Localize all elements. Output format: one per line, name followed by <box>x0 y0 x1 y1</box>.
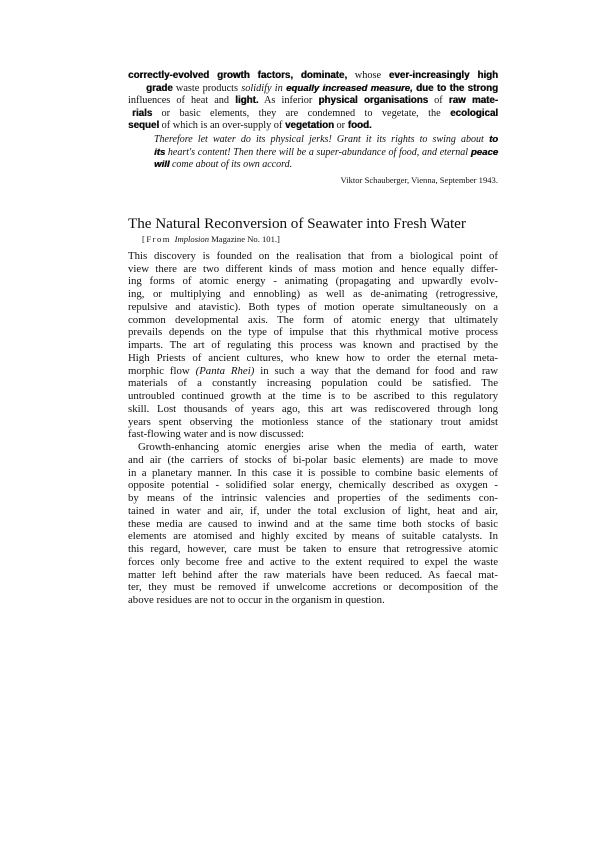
paragraph-line: these media are caused to inwind and at the same time both stocks of basic <box>128 517 498 530</box>
text: of which is an over-supply of <box>159 120 285 132</box>
bold-italic-text: equally increased measure, <box>286 82 413 94</box>
bold-text: ever-increasingly high <box>388 70 499 81</box>
intro-line <box>128 120 498 133</box>
text: waste products <box>172 82 242 94</box>
paragraph-1 <box>128 250 498 365</box>
paragraph-line: common developmental axis. The form of atomic energy that ultimately <box>128 313 498 326</box>
bold-italic-text: peace <box>470 146 498 158</box>
bold-text: raw mate- <box>448 95 498 107</box>
bold-text: food. <box>347 120 372 132</box>
paragraph-1-continued <box>128 377 498 441</box>
paragraph-line <box>128 365 498 378</box>
bold-text: rials <box>132 107 153 119</box>
paragraph-line: ter, they must be removed if unwelcome accretions or decomposition of the <box>128 581 498 594</box>
paragraph-line: materials of a constantly increasing population could be satisfied. The <box>128 377 498 390</box>
paragraph-line: matter left behind after the raw materials have been reduced. As faecal mat- <box>128 568 498 581</box>
article-body <box>128 250 498 607</box>
text: whose <box>347 70 389 81</box>
text: morphic flow <box>128 364 196 377</box>
signature: Viktor Schauberger, Vienna, September 1943. <box>340 174 498 185</box>
paragraph-line: tained in water and air, if, under the total exclusion of light, heat and air, <box>128 504 498 517</box>
text: As inferior <box>258 95 319 107</box>
paragraph-line: Growth-enhancing atomic energies arise when the media of earth, water <box>138 441 498 453</box>
bold-text: sequel <box>128 120 160 132</box>
paragraph-line: view there are two different kinds of mass motion and hence equally differ- <box>128 262 498 275</box>
intro-line <box>128 95 498 108</box>
paragraph-line: ing forms of atomic energy - animating (propagating and upwardly evolv- <box>128 275 498 288</box>
bold-italic-text: will <box>154 159 170 171</box>
bold-italic-text: its <box>154 146 166 158</box>
paragraph-line: forces only become free and active to the extent required to expel the waste <box>128 555 498 568</box>
paragraph-line: This discovery is founded on the realisation that from a biological point of <box>128 249 498 262</box>
text: in such a way that the demand for food and raw <box>254 364 499 377</box>
bold-text: correctly-evolved growth factors, dominate, <box>128 70 348 81</box>
quote-line <box>154 147 498 160</box>
paragraph-line: skill. Lost thousands of years ago, this art was rediscovered through long <box>128 402 498 415</box>
quote-line <box>154 134 498 147</box>
paragraph-line: above residues are not to occur in the organism in question. <box>128 594 385 606</box>
quote-block <box>128 134 498 172</box>
source-magazine: Implosion <box>174 233 210 244</box>
intro-paragraph <box>128 70 498 133</box>
paragraph-line: prevails depends on the type of impulse that this rhythmical motive process <box>128 326 498 339</box>
source-suffix: Magazine No. 101.] <box>209 233 280 244</box>
paragraph-line: High Priests of ancient cultures, who knew how to order the eternal meta- <box>128 351 498 364</box>
bold-text: physical organisations <box>318 95 429 107</box>
bold-text: grade <box>146 82 173 94</box>
italic-text: Therefore let water do its physical jerks! Grant it its rights to swing about <box>154 133 489 145</box>
paragraph-line: untroubled continued growth at the time is to be ascribed to this regulatory <box>128 390 498 402</box>
paragraph-2 <box>128 441 498 607</box>
paragraph-line: and air (the carriers of stocks of bi-polar basic elements) are made to move <box>128 453 498 466</box>
bold-italic-text: to <box>488 133 498 145</box>
article-source <box>128 234 498 245</box>
italic-text: (Panta Rhei) <box>195 364 255 377</box>
document-page <box>128 70 498 607</box>
text: of <box>428 95 449 107</box>
paragraph-line: this regard, however, care must be taken to ensure that retrogressive atomic <box>128 543 498 555</box>
italic-text: solidify in <box>241 82 287 94</box>
paragraph-line: elements are atomised and highly excited by means of suitable catalysts. In <box>128 530 498 543</box>
article-title: The Natural Reconversion of Seawater into Fresh Water <box>128 214 466 232</box>
quote-line <box>154 159 498 172</box>
intro-line <box>128 70 498 83</box>
paragraph-line: in a planetary manner. In this case it is possible to combine basic elements of <box>128 466 498 479</box>
italic-text: heart's content! Then there will be a super-abundance of food, and eternal <box>165 146 471 158</box>
bold-text: vegetation <box>284 120 334 132</box>
italic-text: come about of its own accord. <box>169 159 293 171</box>
bold-text: ecological <box>450 107 498 119</box>
paragraph-line: fast-flowing water and is now discussed: <box>128 428 305 441</box>
text: influences of heat and <box>128 95 236 107</box>
text: or basic elements, they are condemned to vegetate, the <box>152 107 451 119</box>
text: or <box>333 120 348 132</box>
source-prefix: [From <box>142 233 175 244</box>
bold-text: due to the strong <box>412 82 498 94</box>
paragraph-line: ing, or multiplying and ennobling) as well as de-animating (retrogressive, <box>128 288 498 300</box>
paragraph-line: opposite potential - solidified solar energy, chemically described as oxygen - <box>128 479 498 492</box>
bold-text: light. <box>235 95 259 107</box>
intro-line <box>128 108 498 121</box>
paragraph-line: repulsive and atavistic). Both types of motion operate simultaneously on a <box>128 300 498 313</box>
paragraph-line: years spent observing the motionless stance of the stationary trout amidst <box>128 415 498 428</box>
paragraph-line: by means of the intrinsic valencies and properties of the sediments con- <box>128 492 498 504</box>
intro-line <box>128 83 498 96</box>
paragraph-line: imparts. The art of regulating this process was known and practised by the <box>128 339 498 351</box>
